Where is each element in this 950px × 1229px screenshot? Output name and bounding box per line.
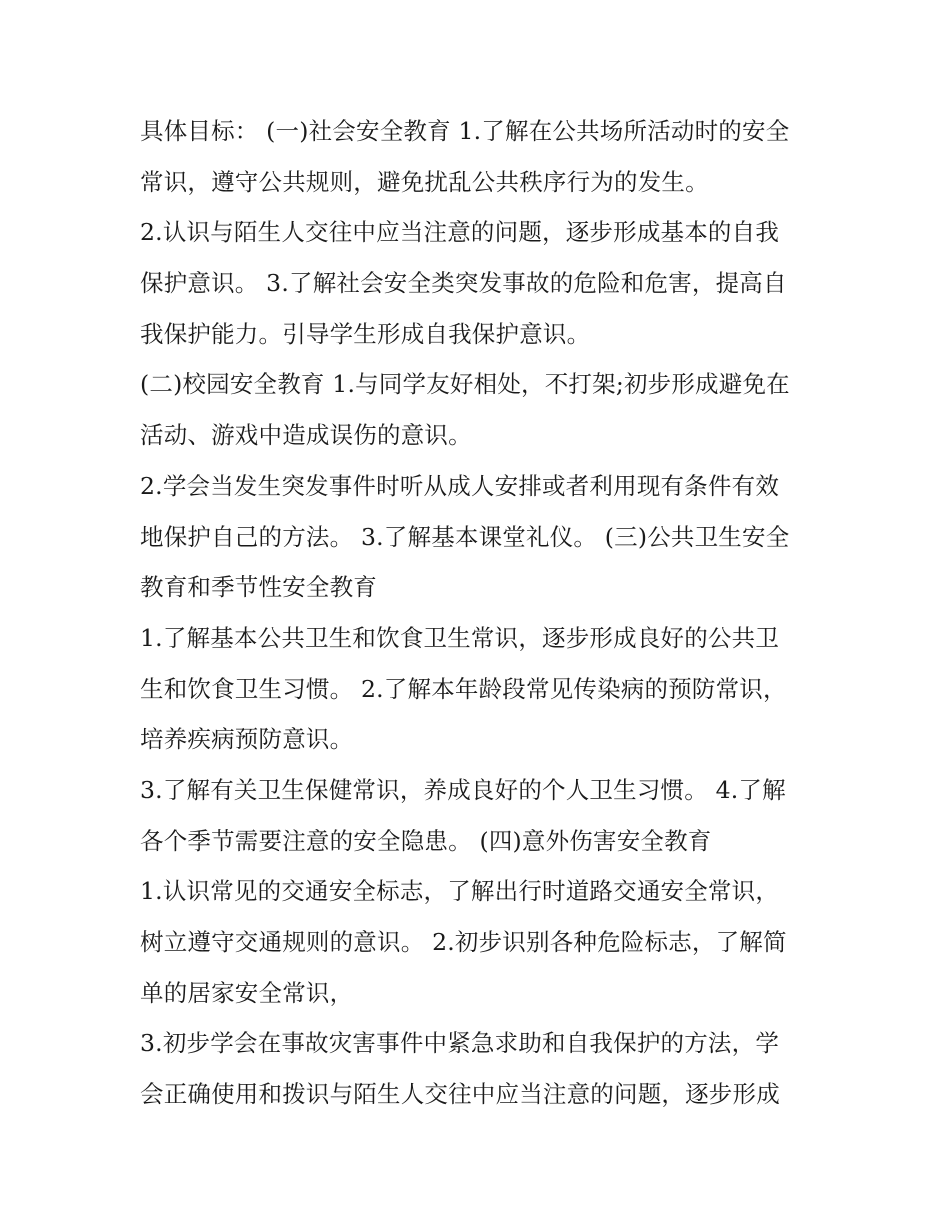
text-line-19: 3.初步学会在事故灾害事件中紧急求助和自我保护的方法，学 <box>140 1029 780 1058</box>
text-line-10: 教育和季节性安全教育 <box>140 573 377 602</box>
text-line-11: 1.了解基本公共卫生和饮食卫生常识，逐步形成良好的公共卫 <box>140 623 780 652</box>
text-line-8: 2.学会当发生突发事件时听从成人安排或者利用现有条件有效 <box>140 471 780 500</box>
text-line-6: (二)校园安全教育 1.与同学友好相处，不打架;初步形成避免在 <box>140 370 790 399</box>
text-line-17: 树立遵守交通规则的意识。 2.初步识别各种危险标志，了解简 <box>140 928 787 956</box>
text-line-20: 会正确使用和拨识与陌生人交往中应当注意的问题，逐步形成 <box>140 1080 780 1109</box>
text-line-7: 活动、游戏中造成误伤的意识。 <box>140 421 472 450</box>
text-line-12: 生和饮食卫生习惯。 2.了解本年龄段常见传染病的预防常识， <box>140 674 787 703</box>
text-line-9: 地保护自己的方法。 3.了解基本课堂礼仪。 (三)公共卫生安全 <box>140 522 790 551</box>
text-line-18: 单的居家安全常识， <box>140 978 354 1007</box>
text-line-2: 常识，遵守公共规则，避免扰乱公共秩序行为的发生。 <box>140 167 709 196</box>
text-line-5: 我保护能力。引导学生形成自我保护意识。 <box>140 319 591 348</box>
text-line-4: 保护意识。 3.了解社会安全类突发事故的危险和危害，提高自 <box>140 269 787 298</box>
document-body <box>140 106 820 1120</box>
text-line-3: 2.认识与陌生人交往中应当注意的问题，逐步形成基本的自我 <box>140 218 780 247</box>
text-line-15: 各个季节需要注意的安全隐患。 (四)意外伤害安全教育 <box>140 826 712 855</box>
text-line-1: 具体目标： (一)社会安全教育 1.了解在公共场所活动时的安全 <box>140 117 790 145</box>
text-line-14: 3.了解有关卫生保健常识，养成良好的个人卫生习惯。 4.了解 <box>140 775 786 804</box>
text-line-16: 1.认识常见的交通安全标志，了解出行时道路交通安全常识， <box>140 877 780 906</box>
text-line-13: 培养疾病预防意识。 <box>140 725 354 754</box>
